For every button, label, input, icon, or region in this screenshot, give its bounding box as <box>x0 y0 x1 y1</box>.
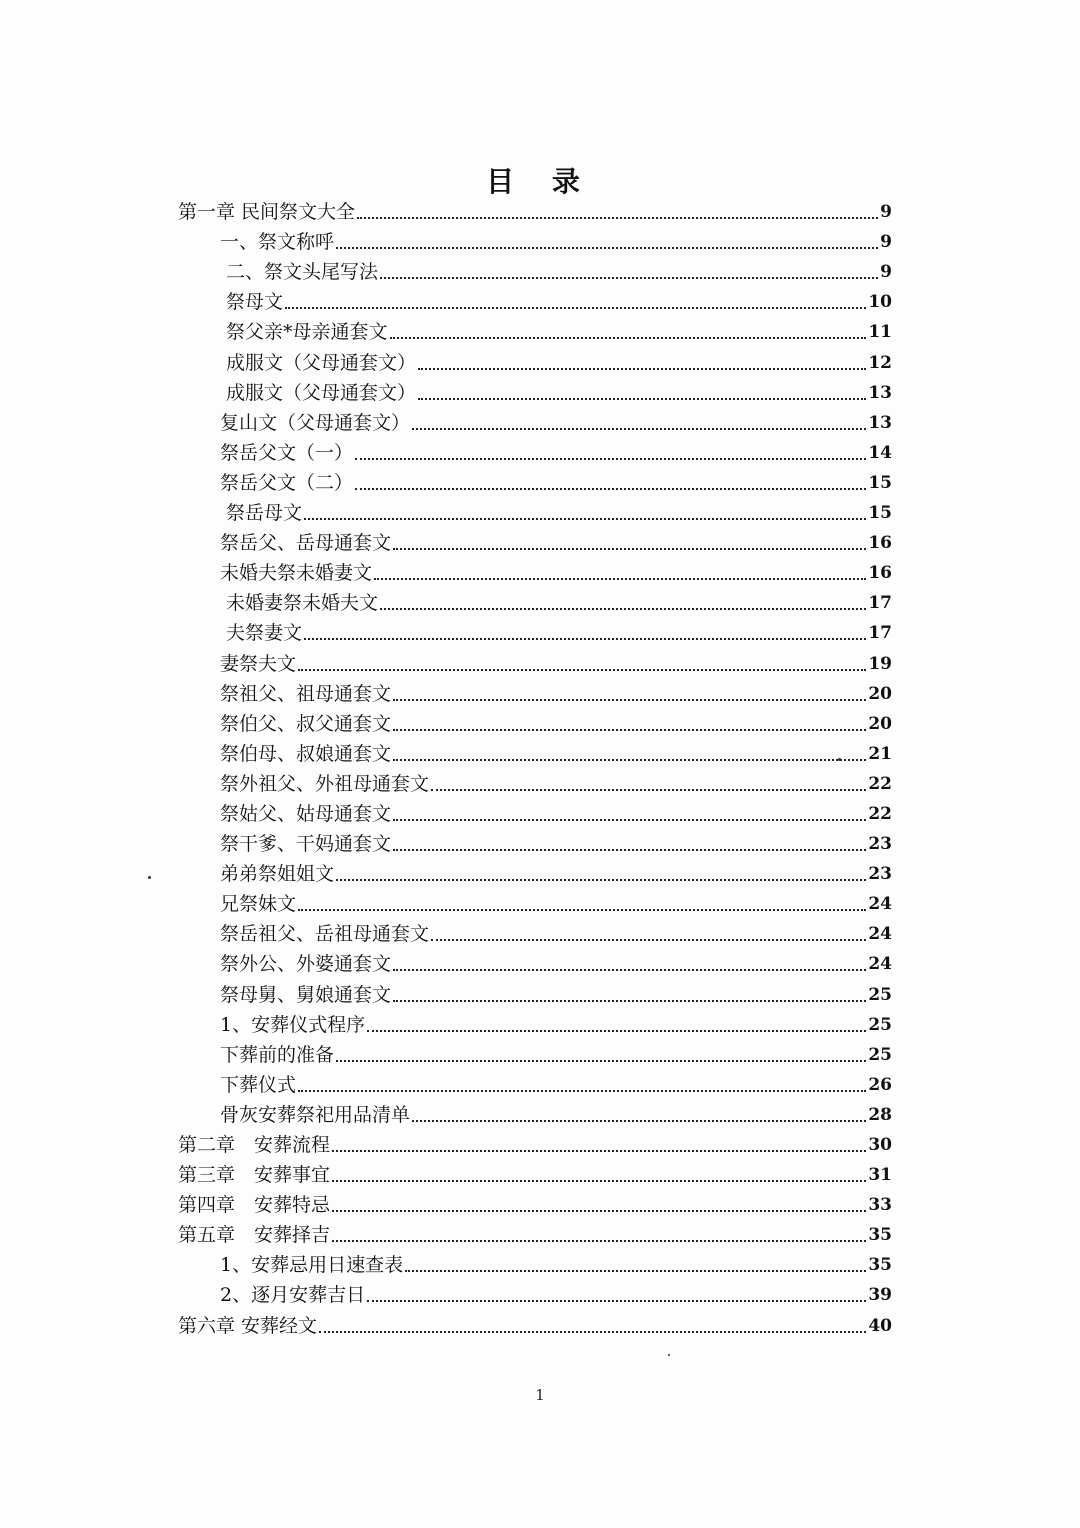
toc-entry-title: 下葬前的准备 <box>220 1043 335 1066</box>
dot-leader <box>332 1180 866 1182</box>
toc-entry-page: 24 <box>868 894 892 915</box>
dot-leader <box>390 337 867 339</box>
toc-entry <box>178 889 892 919</box>
toc-entry-page: 22 <box>868 773 892 794</box>
toc-entry-page: 25 <box>868 1044 892 1065</box>
toc-entry-title: 第五章 安葬择吉 <box>178 1224 331 1247</box>
toc-entry <box>178 1190 892 1220</box>
toc-entry <box>178 197 892 227</box>
dot-leader <box>393 819 866 821</box>
table-of-contents <box>178 197 892 1341</box>
toc-entry <box>178 558 892 588</box>
toc-entry-page: 10 <box>868 292 892 313</box>
toc-entry <box>178 949 892 979</box>
toc-entry-page: 33 <box>868 1195 892 1216</box>
dot-leader <box>412 428 866 430</box>
dot-leader <box>336 879 866 881</box>
toc-entry-page: 15 <box>868 472 892 493</box>
page-title: 目 录 <box>486 165 594 198</box>
toc-entry-title: 第四章 安葬特忌 <box>178 1194 331 1217</box>
scan-speck <box>838 758 841 761</box>
toc-entry-page: 40 <box>868 1315 892 1336</box>
toc-entry <box>178 1250 892 1280</box>
dot-leader <box>393 548 866 550</box>
toc-entry-page: 23 <box>868 864 892 885</box>
dot-leader <box>380 277 878 279</box>
toc-entry <box>178 1040 892 1070</box>
toc-entry-page: 12 <box>868 352 892 373</box>
toc-entry <box>178 829 892 859</box>
dot-leader <box>332 1210 866 1212</box>
dot-leader <box>304 638 866 640</box>
dot-leader <box>418 368 866 370</box>
dot-leader <box>431 789 866 791</box>
toc-entry-page: 39 <box>868 1285 892 1306</box>
dot-leader <box>332 1240 866 1242</box>
toc-entry-title: 一、祭文称呼 <box>220 231 335 254</box>
dot-leader <box>393 759 866 761</box>
toc-entry-title: 祭外公、外婆通套文 <box>220 953 392 976</box>
toc-entry-page: 25 <box>868 984 892 1005</box>
toc-entry <box>178 1010 892 1040</box>
toc-entry-title: 祭伯母、叔娘通套文 <box>220 742 392 765</box>
toc-entry-title: 祭岳父文（一） <box>220 441 354 464</box>
dot-leader <box>332 1150 866 1152</box>
toc-entry <box>178 408 892 438</box>
toc-entry-title: 祭岳祖父、岳祖母通套文 <box>220 923 430 946</box>
toc-entry-title: 祭姑父、姑母通套文 <box>220 802 392 825</box>
toc-entry-title: 祭岳父文（二） <box>220 471 354 494</box>
dot-leader <box>336 1060 866 1062</box>
toc-entry-title: 夫祭妻文 <box>226 622 303 645</box>
toc-entry <box>178 438 892 468</box>
dot-leader <box>393 849 866 851</box>
toc-entry-title: 第三章 安葬事宜 <box>178 1164 331 1187</box>
toc-entry-title: 下葬仪式 <box>220 1073 297 1096</box>
dot-leader <box>357 217 878 219</box>
toc-entry-title: 2、逐月安葬吉日 <box>220 1284 366 1307</box>
toc-entry <box>178 257 892 287</box>
dot-leader <box>367 1030 866 1032</box>
toc-entry-title: 第六章 安葬经文 <box>178 1314 318 1337</box>
toc-entry-title: 祭外祖父、外祖母通套文 <box>220 772 430 795</box>
toc-entry-page: 14 <box>868 442 892 463</box>
toc-entry <box>178 648 892 678</box>
toc-entry <box>178 528 892 558</box>
toc-entry <box>178 919 892 949</box>
dot-leader <box>367 1300 866 1302</box>
toc-entry <box>178 498 892 528</box>
page-number: 1 <box>535 1386 545 1404</box>
toc-entry <box>178 468 892 498</box>
toc-entry-title: 第一章 民间祭文大全 <box>178 201 356 224</box>
toc-entry-page: 26 <box>868 1074 892 1095</box>
toc-entry <box>178 618 892 648</box>
toc-entry <box>178 799 892 829</box>
dot-leader <box>405 1270 866 1272</box>
toc-entry-page: 24 <box>868 924 892 945</box>
dot-leader <box>304 518 866 520</box>
dot-leader <box>298 1090 866 1092</box>
toc-entry-title: 祭干爹、干妈通套文 <box>220 833 392 856</box>
toc-entry-page: 16 <box>868 533 892 554</box>
toc-entry <box>178 859 892 889</box>
toc-entry-page: 17 <box>868 593 892 614</box>
dot-leader <box>418 398 866 400</box>
toc-entry <box>178 1130 892 1160</box>
toc-entry <box>178 317 892 347</box>
toc-entry <box>178 1160 892 1190</box>
toc-entry-page: 9 <box>880 232 892 253</box>
toc-entry <box>178 227 892 257</box>
toc-entry-title: 二、祭文头尾写法 <box>226 261 379 284</box>
toc-entry-title: 祭岳母文 <box>226 502 303 525</box>
toc-entry-title: 骨灰安葬祭祀用品清单 <box>220 1103 411 1126</box>
dot-leader <box>393 699 866 701</box>
toc-entry-page: 24 <box>868 954 892 975</box>
dot-leader <box>336 247 878 249</box>
toc-entry-page: 22 <box>868 803 892 824</box>
toc-entry <box>178 347 892 377</box>
toc-entry-title: 第二章 安葬流程 <box>178 1134 331 1156</box>
dot-leader <box>393 969 866 971</box>
toc-entry-title: 妻祭夫文 <box>220 652 297 675</box>
dot-leader <box>412 1120 866 1122</box>
toc-entry-page: 16 <box>868 563 892 584</box>
toc-entry-page: 13 <box>868 412 892 433</box>
toc-entry-title: 未婚妻祭未婚夫文 <box>226 592 379 615</box>
toc-entry-page: 17 <box>868 623 892 644</box>
toc-entry <box>178 378 892 408</box>
toc-entry-page: 25 <box>868 1014 892 1035</box>
toc-entry <box>178 739 892 769</box>
toc-entry-title: 成服文（父母通套文） <box>226 351 417 374</box>
toc-entry <box>178 1220 892 1250</box>
toc-entry-title: 1、安葬仪式程序 <box>220 1013 366 1036</box>
dot-leader <box>298 909 866 911</box>
dot-leader <box>393 729 866 731</box>
toc-entry-title: 兄祭妹文 <box>220 893 297 916</box>
toc-entry-page: 21 <box>868 743 892 764</box>
toc-entry <box>178 769 892 799</box>
dot-leader <box>285 307 866 309</box>
toc-entry-title: 祭母文 <box>226 291 284 314</box>
toc-entry <box>178 1070 892 1100</box>
dot-leader <box>374 578 866 580</box>
toc-entry-page: 20 <box>868 683 892 704</box>
toc-entry-title: 1、安葬忌用日速查表 <box>220 1254 404 1277</box>
toc-entry <box>178 588 892 618</box>
scan-speck <box>668 1354 670 1356</box>
toc-entry-page: 20 <box>868 713 892 734</box>
dot-leader <box>393 1000 866 1002</box>
toc-entry-page: 15 <box>868 503 892 524</box>
toc-entry <box>178 1310 892 1340</box>
toc-entry-page: 23 <box>868 834 892 855</box>
scan-speck <box>148 876 151 879</box>
toc-entry <box>178 709 892 739</box>
dot-leader <box>431 939 866 941</box>
toc-entry-page: 28 <box>868 1104 892 1125</box>
dot-leader <box>298 669 866 671</box>
dot-leader <box>380 608 866 610</box>
toc-entry-title: 祭父亲*母亲通套文 <box>226 321 388 344</box>
toc-entry-title: 祭伯父、叔父通套文 <box>220 712 392 735</box>
toc-entry <box>178 287 892 317</box>
toc-entry-title: 未婚夫祭未婚妻文 <box>220 562 373 585</box>
toc-entry <box>178 679 892 709</box>
toc-entry <box>178 979 892 1009</box>
toc-entry-page: 9 <box>880 202 892 223</box>
toc-entry-page: 35 <box>868 1225 892 1246</box>
toc-entry-page: 13 <box>868 382 892 403</box>
toc-entry-page: 30 <box>868 1135 892 1155</box>
toc-entry <box>178 1100 892 1130</box>
toc-entry <box>178 1280 892 1310</box>
toc-entry-title: 弟弟祭姐姐文 <box>220 863 335 886</box>
toc-entry-page: 11 <box>868 322 892 343</box>
dot-leader <box>355 488 866 490</box>
toc-entry-title: 成服文（父母通套文） <box>226 381 417 404</box>
toc-entry-title: 祭岳父、岳母通套文 <box>220 532 392 555</box>
toc-entry-title: 祭祖父、祖母通套文 <box>220 682 392 705</box>
dot-leader <box>355 458 866 460</box>
toc-entry-title: 复山文（父母通套文） <box>220 411 411 434</box>
dot-leader <box>319 1331 866 1333</box>
toc-entry-title: 祭母舅、舅娘通套文 <box>220 983 392 1006</box>
toc-entry-page: 9 <box>880 262 892 283</box>
toc-entry-page: 35 <box>868 1255 892 1276</box>
toc-entry-page: 19 <box>868 653 892 674</box>
toc-entry-page: 31 <box>868 1165 892 1186</box>
